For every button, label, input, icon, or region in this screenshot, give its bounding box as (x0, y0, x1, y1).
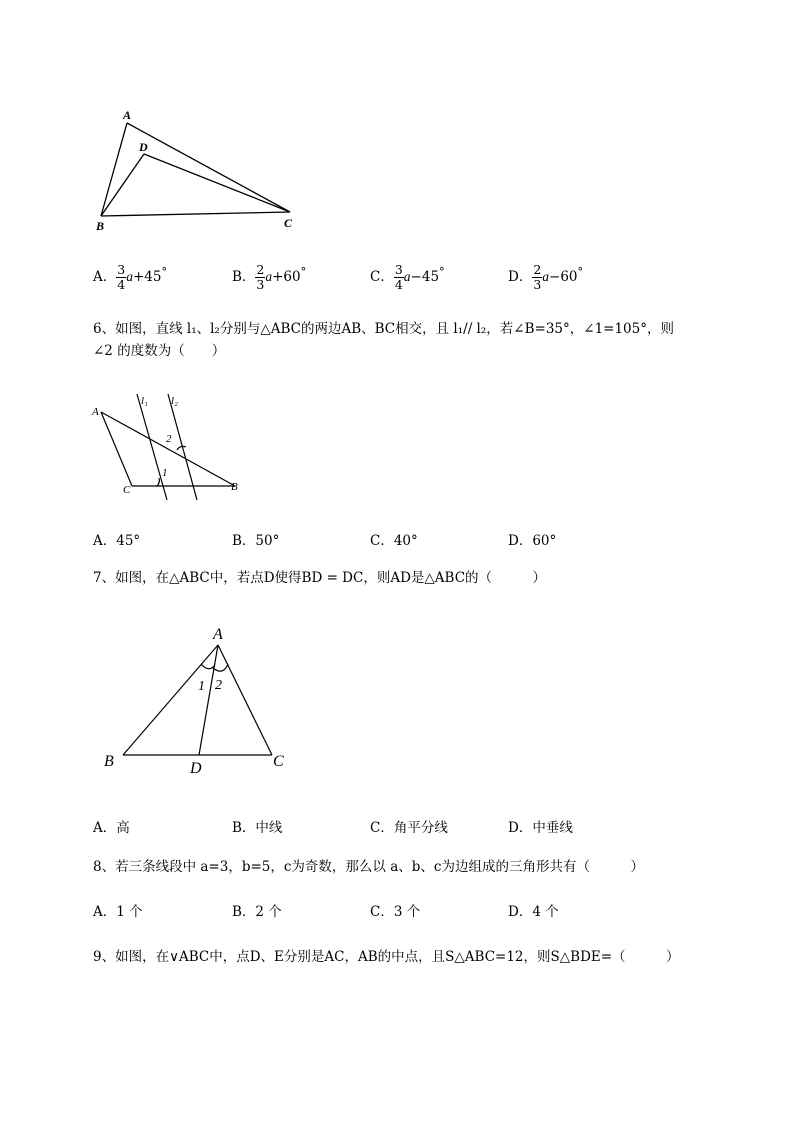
q5-segment-BC (101, 212, 290, 216)
fraction: $\frac{3}{4}$ (117, 262, 126, 292)
q6-label-l1: l₁ (141, 395, 148, 407)
q6-option-b[interactable]: B．50° (232, 533, 280, 549)
q5-label-B: B (96, 219, 105, 233)
fraction: $\frac{3}{4}$ (394, 262, 403, 292)
q7-option-a[interactable]: A．高 (93, 820, 130, 836)
q5-option-c[interactable]: C． $\frac{3}{4}$ a−45° (370, 262, 445, 292)
q7-angle1-arc (201, 664, 215, 669)
q7-segment-AC (218, 645, 272, 755)
q6-question-text: 6、如图，直线 l₁、l₂分别与△ABC的两边AB、BC相交，且 l₁// l₂，若∠B=35°，∠1=105°，则 ∠2 的度数为（ ） (93, 321, 674, 359)
q6-label-angle2: 2 (166, 433, 172, 445)
q7-option-b[interactable]: B．中线 (232, 820, 283, 836)
q7-label-B: B (104, 753, 114, 770)
q6-option-a[interactable]: A．45° (93, 533, 141, 549)
q5-label-C: C (284, 216, 293, 230)
q7-label-C: C (273, 753, 284, 770)
q8-option-c[interactable]: C．3 个 (370, 904, 421, 920)
fraction: $\frac{2}{3}$ (533, 262, 542, 292)
q5-segment-AB (101, 123, 127, 216)
q6-line-l1 (137, 394, 167, 500)
q5-label-A: A (123, 108, 132, 122)
q7-triangle-figure (98, 620, 298, 780)
q6-segment-AC (101, 412, 132, 486)
q6-angle1-arc (157, 478, 159, 486)
q8-option-d[interactable]: D．4 个 (508, 904, 559, 920)
q9-question-text: 9、如图，在∨ABC中，点D、E分别是AC，AB的中点，且S△ABC=12，则S△BDE=（ ） (93, 949, 680, 965)
fraction: $\frac{2}{3}$ (256, 262, 265, 292)
q7-option-d[interactable]: D．中垂线 (508, 820, 573, 836)
q5-triangle-figure (88, 100, 308, 240)
q6-angle2-arc (177, 446, 186, 450)
q5-option-a[interactable]: A． $\frac{3}{4}$ a+45° (93, 262, 168, 292)
q7-label-angle1: 1 (198, 679, 205, 694)
q6-label-A: A (92, 406, 99, 418)
q6-label-angle1: 1 (162, 467, 168, 479)
q6-segment-AB (101, 412, 235, 486)
q7-angle2-arc (213, 664, 228, 671)
q5-label-D: D (139, 140, 148, 154)
q5-option-d[interactable]: D． $\frac{2}{3}$ a−60° (508, 262, 584, 292)
q5-segment-BD (101, 154, 144, 216)
q7-segment-AD (199, 645, 218, 755)
q6-option-d[interactable]: D．60° (508, 533, 557, 549)
q7-label-A: A (213, 626, 223, 643)
q8-option-a[interactable]: A．1 个 (93, 904, 143, 920)
q7-segment-AB (123, 645, 218, 755)
q7-option-c[interactable]: C．角平分线 (370, 820, 448, 836)
q7-question-text: 7、如图，在△ABC中，若点D使得BD = DC，则AD是△ABC的（ ） (93, 570, 547, 586)
q5-segment-DC (144, 154, 290, 212)
q8-option-b[interactable]: B．2 个 (232, 904, 282, 920)
q6-label-C: C (123, 484, 131, 496)
q6-label-l2: l₂ (171, 395, 178, 407)
q5-segment-AC (127, 123, 290, 212)
q6-option-c[interactable]: C．40° (370, 533, 418, 549)
q7-label-D: D (190, 760, 202, 777)
q5-option-b[interactable]: B． $\frac{2}{3}$ a+60° (232, 262, 307, 292)
q6-label-B: B (231, 481, 238, 493)
q7-label-angle2: 2 (215, 678, 222, 693)
q8-question-text: 8、若三条线段中 a=3，b=5，c为奇数，那么以 a、b、c为边组成的三角形共有（ ） (93, 859, 644, 875)
q6-parallel-lines-figure (88, 390, 248, 500)
